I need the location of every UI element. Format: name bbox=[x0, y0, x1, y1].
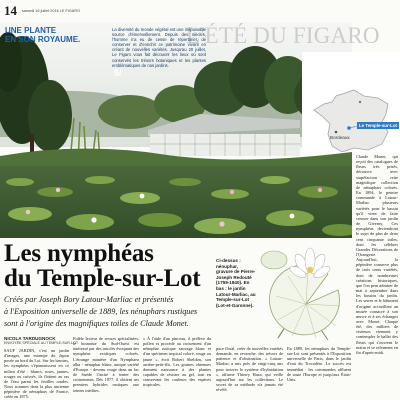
headline-line: du Temple-sur-Lot bbox=[4, 265, 201, 292]
lily-pad bbox=[37, 187, 73, 197]
page-number: 14 bbox=[4, 3, 17, 18]
headline-line: Les nymphéas bbox=[4, 240, 154, 267]
article-column: Fidèle lecteur de revues spécialisées, le botaniste du Sud-Ouest est intéressé par des articles évoquant des nymphéas exotiques colorés. L'étrange manière d'un Nymphaea alba - nénuphar blanc, unique variété d'Europe - devenu rouge dans un lac de Suède l'incite à tenter des croisements. Dès 1877, il obtient ses premiers hybrides rustiques aux teintes inédites. bbox=[73, 336, 139, 393]
water-lily-flower bbox=[318, 188, 322, 192]
small-leaf bbox=[261, 251, 287, 269]
lily-pad bbox=[138, 213, 182, 227]
series-kicker bbox=[5, 26, 80, 44]
lily-pad bbox=[120, 192, 160, 204]
lily-pad bbox=[194, 218, 246, 234]
article-right-column: Claude Monet, qui reçoit des catalogues de fleurs très prisés, découvre avec stupéfaction cette magnifique collection de nénuphars colorés. En 1894, le peintre commande à Latour-Marliac plusieurs variétés pour le bassin qu'il vient de faire creuser dans son jardin de Giverny. Ces nymphéas deviendront le sujet de plus de deux cent cinquante toiles, dont les célèbres Grandes Décorations de l'Orangerie. Aujourd'hui, la pépinière conserve plus de trois cents variétés, dont de nombreuses créations historiques, que l'on peut admirer de mai à septembre dans les bassins du jardin. Les serres et le bâtiment d'origine accueillent un musée consacré à son œuvre et à ses échanges avec Monet. Chaque été, des milliers de visiteurs viennent y contempler le ballet des fleurs qui s'ouvrent le matin et se referment en fin d'après-midi. bbox=[356, 154, 398, 355]
city-label: Bordeaux bbox=[330, 135, 350, 140]
author-role: ENVOYÉE SPÉCIALE AU TEMPLE-SUR-LOT bbox=[4, 341, 79, 346]
lily-pad bbox=[169, 178, 201, 186]
article-column: SAUF JARDIN, c'est un jardin d'images, une estampe du Japon posée au bord du Lot. Sur les bassins, les nymphéas s'épanouissent en ce milieu d'été : blancs, roses, jaunes, rouges ou cuivrés, ils flottent au ras de l'eau parmi les feuilles rondes. Nous sommes dans la plus ancienne pépinière de nénuphars de France, créée en 1875. bbox=[4, 348, 69, 400]
lily-pad bbox=[266, 210, 314, 226]
flower-center bbox=[307, 267, 313, 273]
headline bbox=[4, 241, 214, 291]
engraving-drawing bbox=[258, 238, 352, 342]
france-outline bbox=[314, 90, 388, 152]
pond bbox=[0, 166, 352, 238]
article-column: pace floral, créer de nouvelles variétés demande, en revanche, des trésors de patience et d'obstination. « Latour-Marliac a mis près de vingt-cinq ans pour trouver le système d'hybridation », affirme Thierry Haza, qui veille aujourd'hui sur les collections. Le secret de sa méthode n'a jamais été révélé. bbox=[216, 346, 283, 393]
byline bbox=[4, 336, 79, 346]
kicker-line: UNE PLANTE bbox=[5, 26, 57, 35]
water-lily-engraving bbox=[258, 238, 352, 342]
kicker-line: EN SON ROYAUME. bbox=[5, 35, 81, 44]
lily-pad bbox=[8, 207, 52, 221]
date-line: samedi 16 juillet 2016 LE FIGARO bbox=[22, 9, 81, 13]
tree-canopy bbox=[98, 95, 162, 129]
series-number: 5/ bbox=[114, 68, 122, 78]
image-caption: Ci-dessus : nénuphar, gravure de Pierre-Joseph Redouté (1759-1840). En bas : le jardin Latour-Marliac, au Temple-sur-Lot (Lot-et-Garonne). bbox=[216, 258, 256, 308]
lily-pad bbox=[85, 176, 115, 184]
water-lily-flower bbox=[140, 194, 145, 199]
capital-dot bbox=[359, 101, 361, 103]
water-lily-flower bbox=[26, 210, 30, 214]
water-lily-flower bbox=[219, 221, 224, 226]
standfirst-line: Créés par Joseph Bory Latour-Marliac et présentés bbox=[4, 295, 174, 304]
article-column: « À l'aide d'un pinceau, il prélève du pollen et procède au croisement d'un nénuphar rustique sauvage blanc et d'un spécimen tropical coloré, rouge ou jaune », écrit Robert Sheldon, son arrière-petit-fils. Les graines obtenues donnent naissance à des plantes capables de résister au gel, tout en conservant les couleurs des espèces tropicales. bbox=[143, 336, 211, 388]
tall-tree bbox=[28, 80, 72, 152]
lily-pad bbox=[260, 176, 290, 184]
author-name: NICOLA TARDUGNOCK bbox=[4, 336, 56, 341]
article-column: En 1889, les nénuphars du Temple-sur-Lot sont présentés à l'Exposition universelle de Paris, dans le jardin d'eau du Trocadéro. Le succès est immédiat : les commandes affluent de toute l'Europe et jusqu'aux États-Unis. bbox=[287, 346, 351, 382]
water-lily-flower bbox=[56, 188, 60, 192]
standfirst bbox=[4, 294, 215, 330]
water-lily-flower bbox=[91, 217, 96, 222]
lily-pad bbox=[66, 214, 114, 230]
location-map bbox=[302, 52, 400, 152]
location-dot bbox=[347, 126, 351, 130]
location-label: Le Temple-sur-Lot bbox=[359, 123, 397, 128]
water-lily-flower bbox=[290, 214, 295, 219]
lily-pad bbox=[6, 178, 34, 186]
section-title: L'ÉTÉ DU FIGARO bbox=[186, 23, 380, 48]
standfirst-line: à l'Exposition universelle de 1889, les nénuphars rustiques bbox=[4, 307, 198, 316]
lily-pad bbox=[211, 189, 249, 199]
france-map-drawing bbox=[302, 52, 400, 152]
series-intro-text: La diversité du monde végétal est une inépuisable source d'émerveillement. Depuis des siècles, l'homme n'a eu de cesse de répertorier, de conserver et d'enrichir ce patrimoine vivant en créant de nouvelles variétés. Jusqu'au 20 juillet, Le Figaro vous fait découvrir les lieux où sont conservés les trésors botaniques et les plantes emblématiques de nos jardins. bbox=[112, 27, 206, 68]
water-lily-flower bbox=[230, 190, 234, 194]
lily-pad bbox=[298, 186, 338, 198]
bordeaux-dot bbox=[335, 131, 338, 134]
standfirst-line: sont à l'origine des magnifiques toiles de Claude Monet. bbox=[4, 319, 189, 328]
